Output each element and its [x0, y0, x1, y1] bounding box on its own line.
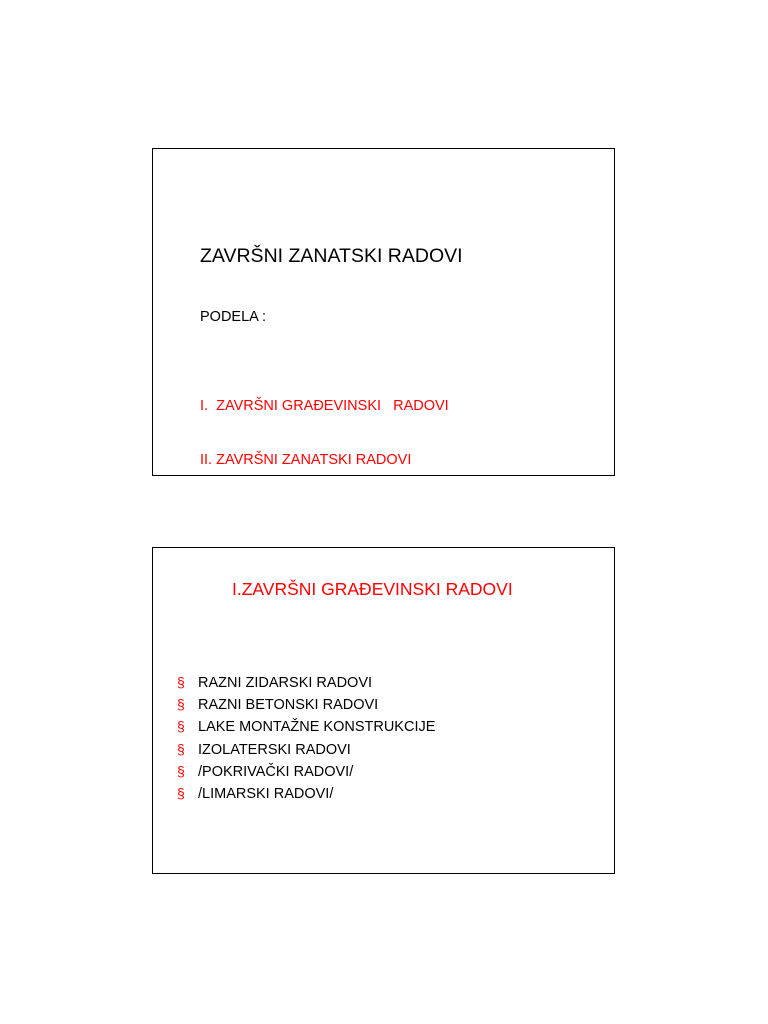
section-bullet-icon: § [177, 718, 185, 735]
slide-1 [152, 148, 615, 476]
section-bullet-icon: § [177, 740, 185, 757]
list-item [177, 761, 435, 783]
list-item-label: /LIMARSKI RADOVI/ [198, 786, 334, 803]
list-item-label: LAKE MONTAŽNE KONSTRUKCIJE [198, 719, 436, 736]
slide-2-title: I.ZAVRŠNI GRAĐEVINSKI RADOVI [232, 579, 513, 599]
section-bullet-icon: § [177, 762, 185, 779]
list-item: I. ZAVRŠNI GRAĐEVINSKI RADOVI [200, 398, 449, 414]
section-bullet-icon: § [177, 674, 185, 690]
section-bullet-icon: § [177, 785, 185, 802]
section-bullet-icon: § [177, 696, 185, 713]
list-item [177, 739, 435, 761]
list-item-label: RAZNI BETONSKI RADOVI [198, 697, 379, 714]
list-item [177, 672, 435, 694]
list-item: II. ZAVRŠNI ZANATSKI RADOVI [200, 452, 412, 468]
list-item [177, 694, 435, 716]
slide-2-bullet-list [177, 672, 435, 805]
slide-1-subtitle: PODELA : [200, 309, 267, 325]
slide-1-title: ZAVRŠNI ZANATSKI RADOVI [200, 245, 463, 267]
list-item [177, 716, 435, 738]
list-item-label: /POKRIVAČKI RADOVI/ [198, 763, 354, 780]
list-item [177, 783, 435, 805]
slide-1-list [200, 361, 449, 505]
slide-2 [152, 547, 615, 874]
list-item-label: RAZNI ZIDARSKI RADOVI [198, 675, 373, 691]
list-item-label: IZOLATERSKI RADOVI [198, 741, 351, 758]
